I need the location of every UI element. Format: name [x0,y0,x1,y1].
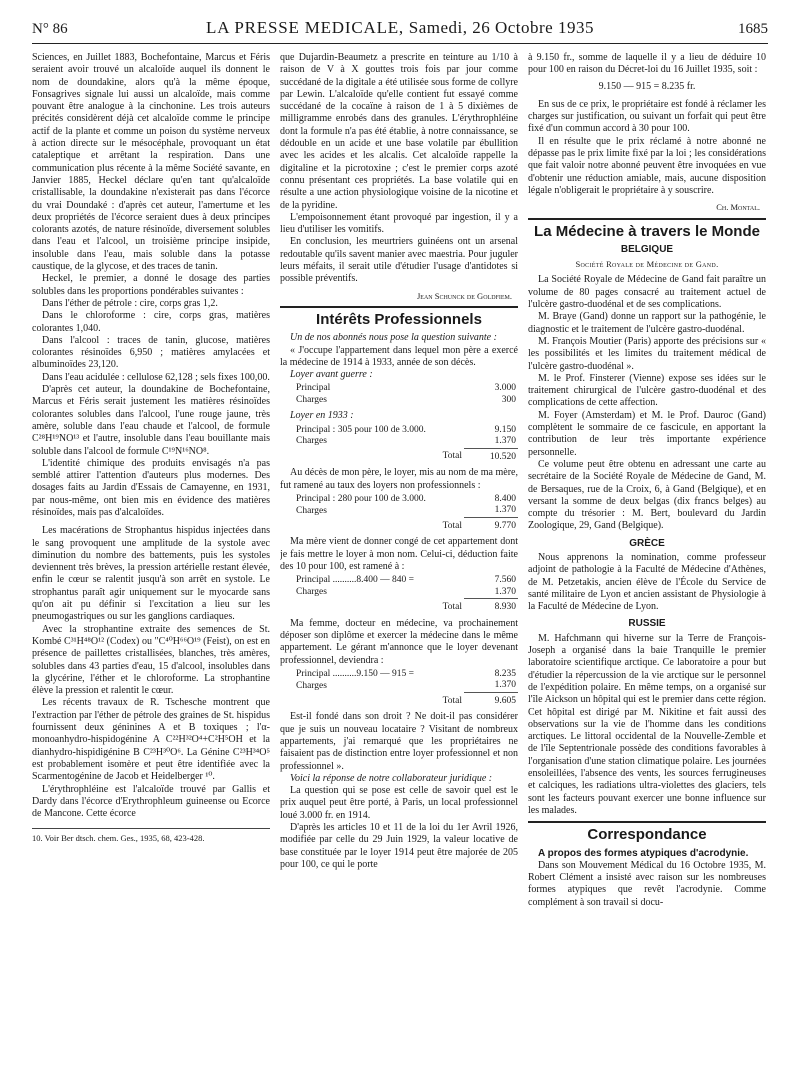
footnote: 10. Voir Ber dtsch. chem. Ges., 1935, 68, 423-428. [32,828,270,844]
paragraph: Heckel, le premier, a donné le dosage des parties solubles dans les proportions pondérables suivantes : [32,273,270,297]
calculation: 9.150 — 915 = 8.235 fr. [598,80,696,92]
masthead [32,18,768,44]
amount: 9.150 [494,424,516,435]
paragraph: D'après cet auteur, la doundakine de Bochefontaine, Marcus et Féris serait justement les matières résinoïdes colorantes solubles dans l'alcool, l'une rouge jaune, très amère, soluble dans l'eau chaude et l'alcool, de formule C²⁸H¹⁹NO¹³ et l'autre, insoluble dans l'eau bouillante mais soluble dans l'alcool de formule C¹⁹N¹⁶NO⁸. [32,384,270,457]
country-heading: GRÈCE [629,537,665,549]
label: Charges [296,505,327,516]
label: Total [442,451,462,462]
label: Charges [296,394,327,405]
country-heading: RUSSIE [628,618,666,630]
label: Total [442,695,462,706]
table-caption: Loyer en 1933 : [290,410,354,422]
author-signature: Jean Schunck de Goldfiem. [416,290,512,301]
paragraph: La question qui se pose est celle de savoir quel est le prix auquel peut être porté, à Paris, un local professionnel loué 3.000 fr. en 1914. [280,785,518,821]
paragraph: En sus de ce prix, le propriétaire est fondé à réclamer les charges sur justification, ou suivant un forfait qui peut être fixé d'un commun accord à 30 pour 100. [528,98,766,135]
paragraph: Ma femme, docteur en médecine, va prochainement déposer son diplôme et exercer la médecine dans le même appartement. Le gérant m'annonce que le loyer devenant professionnel, deviendra : [280,617,518,666]
amount: 1.370 [494,586,516,597]
journal-name: LA PRESSE MEDICALE, [206,18,404,37]
paragraph: Dans l'alcool : traces de tanin, glucose, matières colorantes résinoïdes 6,950 ; matières amylacées et albuminoïdes 23,120. [32,334,270,371]
paragraph: L'empoisonnement étant provoqué par ingestion, il y a lieu d'utiliser les vomitifs. [280,211,518,236]
paragraph: M. le Prof. Finsterer (Vienne) expose ses idées sur le traitement chirurgical de l'ulcère gastro-duodénal et des complications de cette affection. [528,372,766,409]
paragraph: Avec la strophantine extraite des semences de St. Kombé C³¹H⁴⁸O¹² (Codex) ou "C⁴⁰H⁶⁶O¹⁹ (Feist), on est en présence de paillettes cristallisées, blanches, très amères, solubles dans 43 parties d'eau, 15 d'alcool, insolubles dans la glycérine, l'éther et le chloroforme. La strophantine élève la pression et ralentit le cœur. [32,623,270,697]
paragraph: Dans l'éther de pétrole : cire, corps gras 1,2. [42,297,218,309]
label: Charges [296,586,327,597]
issue-date: Samedi, 26 Octobre 1935 [408,18,594,37]
paragraph: Les macérations de Strophantus hispidus injectées dans le sang provoquent une amplitude de la systole avec diminution du nombre des battements, puis les systoles deviennent très brèves, la pression artérielle restant élevée, enfin le cœur se ralentit jusqu'à son arrêt en systole. Le strophantus paraît agir uniquement sur le myocarde sans qu'on ait pu définir si l'excitation a lieu sur les pneumogastriques ou sur les ganglions cardiaques. [32,525,270,623]
section-heading: Correspondance [528,821,766,841]
paragraph: Voici la réponse de notre collaborateur juridique : [290,772,493,784]
country-heading: BELGIQUE [620,243,674,255]
paragraph: que Dujardin-Beaumetz a prescrite en teinture au 1/10 à raison de V à X gouttes trois fois par jour comme succédané de la digitale a été utilisée sous forme de collyre par Lewin. L'alcaloïde qu'elle contient fut essayé comme succédané de la cocaïne à raison de 1 à 5 dixièmes de milligramme enrobés dans des granules. L'érythrophléine dont la formule n'a pas été établie, à notre connaissance, se dédouble en un acide et une base volatile par ébullition avec les acides et les alcalis. Cet alcaloïde rappelle la digitaline et la picrotoxine ; c'est le premier corps azoté connu présentant ces propriétés. La base volatile qui en résulte a une action physiologique voisine de la nicotine et de la pyridine. [280,52,518,211]
paragraph: Dans le chloroforme : cire, corps gras, matières colorantes 1,040. [32,310,270,334]
paragraph: M. Hafchmann qui hiverne sur la Terre de François-Joseph a organisé dans la baie Tranquille le premier laboratoire scientifique arctique. Ce laboratoire a pour but d'étudier la répercussion de la vie arctique sur le personnel de l'expédition polaire. En même temps, on a organisé sur l'île Aickson un hôpital qui est le premier dans cette région. Cet hôpital est dirigé par M. Nikitine et fait aussi des observations sur la vie de l'homme dans les conditions arctiques. Le littoral occidental de la Nouvelle-Zemble et de l'île Septentrionale possède des conditions favorables à l'organisation d'une station climatique polaire. Les journées ensoleillées, l'absence des vents, les sources ferrugineuses et calciques, les radiations ultra-violettes des glaciers, tels sont les facteurs pouvant exercer une bonne influence sur les malades. [528,632,766,816]
paragraph: Est-il fondé dans son droit ? Ne doit-il pas considérer que je suis un nouveau locataire ? Visitant de nombreux appartements, j'ai remarqué que les propriétaires ne faisaient pas de distinction entre loyer professionnel et non professionnel ». [280,711,518,772]
paragraph: La Société Royale de Médecine de Gand fait paraître un volume de 80 pages consacré au traitement actuel de l'ulcère gastro-duodénal et de ses complications. [528,274,766,311]
paragraph: à 9.150 fr., somme de laquelle il y a lieu de déduire 10 pour 100 en raison du Décret-loi du 16 Juillet 1935, soit : [528,52,766,76]
column-2 [280,52,518,909]
label: Total [442,520,462,531]
paragraph: Au décès de mon père, le loyer, mis au nom de ma mère, fut ramené au taux des loyers non professionnels : [280,467,518,491]
journal-title-line [206,18,594,38]
paragraph: M. François Moutier (Paris) apporte des précisions sur « les possibilités et les limites du traitement médical de l'ulcère gastro-duodénal ». [528,335,766,372]
column-3 [528,52,766,909]
label: Total [442,601,462,612]
amount: 8.235 [494,668,516,679]
rent-table-1933 [280,425,518,464]
author-signature: Ch. Montal. [716,202,760,213]
amount: 1.370 [494,505,516,516]
paragraph: Sciences, en Juillet 1883, Bochefontaine, Marcus et Féris seraient avoir trouvé un alcaloïde auquel ils donnent le nom de doundakine, alors qu'à la même époque, Fonsagrives signale lui aussi un alcaloïde, mais comme pouvant être analogue à la cinchonine. Les trois auteurs précités considèrent déjà cet alcaloïde comme le principe actif de la plante et comme un poison du système nerveux à action directe sur le mésocéphale, provoquant un état cataleptique et arrêtant la respiration. Dans une communication plus récente à la même Société savante, en Janvier 1885, Heckel déclare qu'en tant qu'alcaloïde cristallisable, la doundakine n'existerait pas dans l'écorce du vrai Doundaké : d'après cet auteur, l'amertume et les deux propriétés de l'écorce seraient dues à deux principes colorants azotés, de nature résinoïde, diversement solubles dans l'eau et l'alcool, un troisième principe insipide, insoluble dans l'eau, mais soluble dans la potasse caustique, de la glycose, et des traces de tanin. [32,52,270,273]
label: Principal ..........8.400 — 840 = [296,575,415,586]
amount: 8.400 [494,493,516,504]
paragraph: Dans son Mouvement Médical du 16 Octobre 1935, M. Robert Clément a insisté avec raison sur les nombreuses formes atypiques que revêt l'acrodynie. Comme complément à son travail si docu- [528,859,766,908]
paragraph: L'érythrophléine est l'alcaloïde trouvé par Gallis et Dardy dans l'écorce d'Erythrophleum guineense ou Ecorce de Mancone. Cette écorce [32,783,270,820]
amount: 300 [501,394,516,405]
amount: 9.770 [464,517,518,532]
paragraph: L'identité chimique des produits envisagés n'a pas semblé attirer l'attention d'auteurs plus modernes. Des dosages faits au Jardin d'Essais de Camayenne, en 1931, par nous-même, ont bien mis en évidence des matières résinoïdes, mais pas d'alcaloïdes. [32,457,270,518]
rent-table-reduced [280,575,518,614]
amount: 1.370 [494,680,516,691]
paragraph: Ma mère vient de donner congé de cet appartement dont je fais mettre le loyer à mon nom. Celui-ci, déduction faite des 10 pour 100, est ramené à : [280,536,518,572]
paragraph: Ce volume peut être obtenu en adressant une carte au secrétaire de la Société Royale de Médecine de Gand, M. de Bersaques, rue de la Croix, 6, à Gand (Belgique), et en versant la somme de deux belgas (dix francs belges) au compte du trésorier : M. Bert, boulevard du Jardin Zoologique, 29, Gand (Belgique). [528,458,766,532]
amount: 1.370 [494,436,516,447]
subheading: A propos des formes atypiques d'acrodynie. [538,847,749,859]
table-caption: Loyer avant guerre : [290,369,373,381]
section-heading: La Médecine à travers le Monde [528,218,766,238]
paragraph: Un de nos abonnés nous pose la question suivante : [290,332,497,344]
amount: 3.000 [494,383,516,394]
paragraph: Les récents travaux de R. Tschesche montrent que l'extraction par l'éther de pétrole des graines de St. hispidus fournissent deux géninines A et B toxiques ; l'α-monoanhydro-hispidogénine A C²²H³²O⁴+C²H⁵OH et la dianhydro-hispidigénine B C²³H³⁰O⁶. La Génine C²³H³⁴O⁵ est probablement isomère et peut être identifiée avec la Scarmentogénine de Jacob et Heidelberger ¹⁰. [32,697,270,783]
amount: 8.930 [464,599,518,614]
label: Charges [296,680,327,691]
rent-table-nonpro [280,494,518,533]
paragraph: D'après les articles 10 et 11 de la loi du 1er Avril 1926, modifiée par celle du 29 Juin 1929, la valeur locative de base constituée par le loyer 1914 peut être majorée de 205 pour 100, ce qui le porte [280,822,518,870]
subheading: Société Royale de Médecine de Gand. [575,259,719,270]
paragraph: M. Foyer (Amsterdam) et M. le Prof. Dauroc (Gand) complètent le sommaire de ce fascicule, en apportant la contribution de leur très importante expérience personnelle. [528,409,766,458]
label: Principal : 305 pour 100 de 3.000. [296,424,426,435]
columns [32,52,768,909]
rent-table-professional [280,669,518,708]
label: Principal : 280 pour 100 de 3.000. [296,493,426,504]
paragraph: M. Braye (Gand) donne un rapport sur la pathogénie, le diagnostic et le traitement de l'ulcère gastro-duodénal. [528,311,766,335]
amount: 7.560 [494,575,516,586]
label: Charges [296,436,327,447]
paragraph: Dans l'eau acidulée : cellulose 62,128 ; sels fixes 100,00. [42,371,270,383]
label: Principal ..........9.150 — 915 = [296,668,415,679]
column-1 [32,52,270,909]
paragraph: Il en résulte que le prix réclamé à notre abonné ne dépasse pas le prix limite fixé par la loi ; les considérations que fait valoir notre abonné peuvent être invoquées en vue d'obtenir une réduction amiable, mais, aucune disposition légale n'obligerait le propriétaire à y souscrire. [528,135,766,196]
issue-number: N° 86 [32,21,68,37]
rent-table-prewar [280,383,518,406]
page-number: 1685 [738,21,768,37]
label: Principal [296,383,331,394]
section-heading: Intérêts Professionnels [280,306,518,326]
amount: 10.520 [464,448,518,463]
paragraph: « J'occupe l'appartement dans lequel mon père a exercé la médecine de 1914 à 1933, année de son décès. [280,344,518,368]
amount: 9.605 [464,692,518,707]
paragraph: En conclusion, les meurtriers guinéens ont un arsenal redoutable qu'ils savent manier avec maestria. Pour juguler leurs méfaits, il serait utile d'étudier l'usage d'antidotes si possible préventifs. [280,236,518,285]
paragraph: Nous apprenons la nomination, comme professeur adjoint de pathologie à la Faculté de Médecine d'Athènes, de M. Petzetakis, ancien élève de l'École du Service de santé militaire de Lyon et ancien assistant de Physiologie à la Faculté de Médecine de Lyon. [528,551,766,613]
